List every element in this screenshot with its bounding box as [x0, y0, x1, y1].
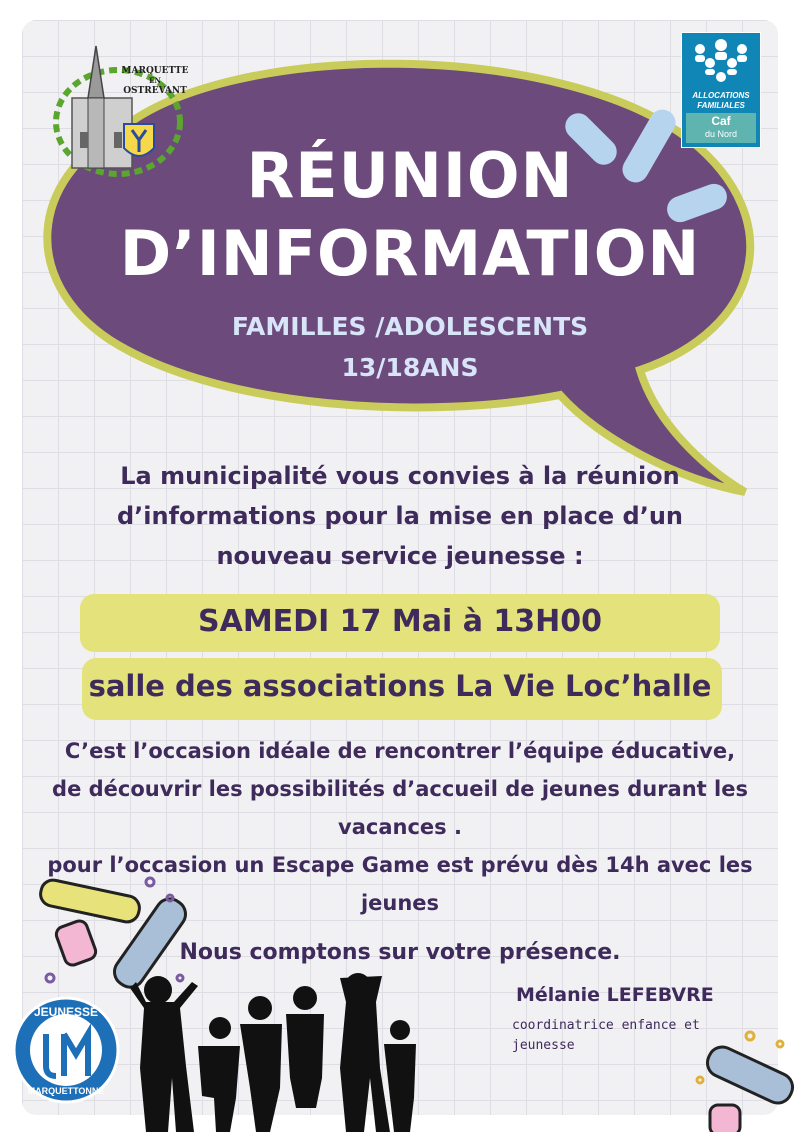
town-name: MARQUETTE EN OSTREVANT — [121, 66, 189, 96]
age-range: 13/18ANS — [341, 353, 479, 382]
jeunesse-marquettonne-logo — [10, 994, 122, 1106]
svg-text:MARQUETTONNE: MARQUETTONNE — [27, 1086, 105, 1096]
caf-logo — [681, 32, 761, 148]
chalk-sticks-icon — [690, 1020, 800, 1132]
details-text: C’est l’occasion idéale de rencontrer l’équipe éducative, de découvrir les possibilités d’accueil de jeunes durant les vacances . pour l’occasion un Escape Game est prévu dès 14h avec les jeunes — [47, 739, 753, 915]
closing-text: Nous comptons sur votre présence. — [179, 940, 621, 965]
event-place: salle des associations La Vie Loc’halle — [88, 669, 712, 703]
caf-label: ALLOCATIONS — [692, 91, 750, 100]
event-date: SAMEDI 17 Mai à 13H00 — [198, 604, 602, 639]
svg-text:JEUNESSE: JEUNESSE — [33, 1005, 99, 1019]
jumping-kids-silhouette-icon — [110, 968, 430, 1132]
title-line-1: RÉUNION — [246, 139, 574, 212]
title-line-2: D’INFORMATION — [119, 217, 701, 290]
signature-name: Mélanie LEFEBVRE — [516, 984, 714, 1006]
caf-label: Caf — [711, 114, 731, 128]
signature-role: coordinatrice enfance et jeunesse — [512, 1018, 700, 1053]
audience-subtitle: FAMILLES /ADOLESCENTS — [231, 312, 589, 341]
family-figures-icon — [682, 37, 760, 87]
caf-label: du Nord — [704, 129, 738, 139]
caf-label: FAMILIALES — [697, 101, 745, 110]
invitation-text: La municipalité vous convies à la réunion d’informations pour la mise en place d’un nouveau service jeunesse : — [116, 462, 683, 570]
